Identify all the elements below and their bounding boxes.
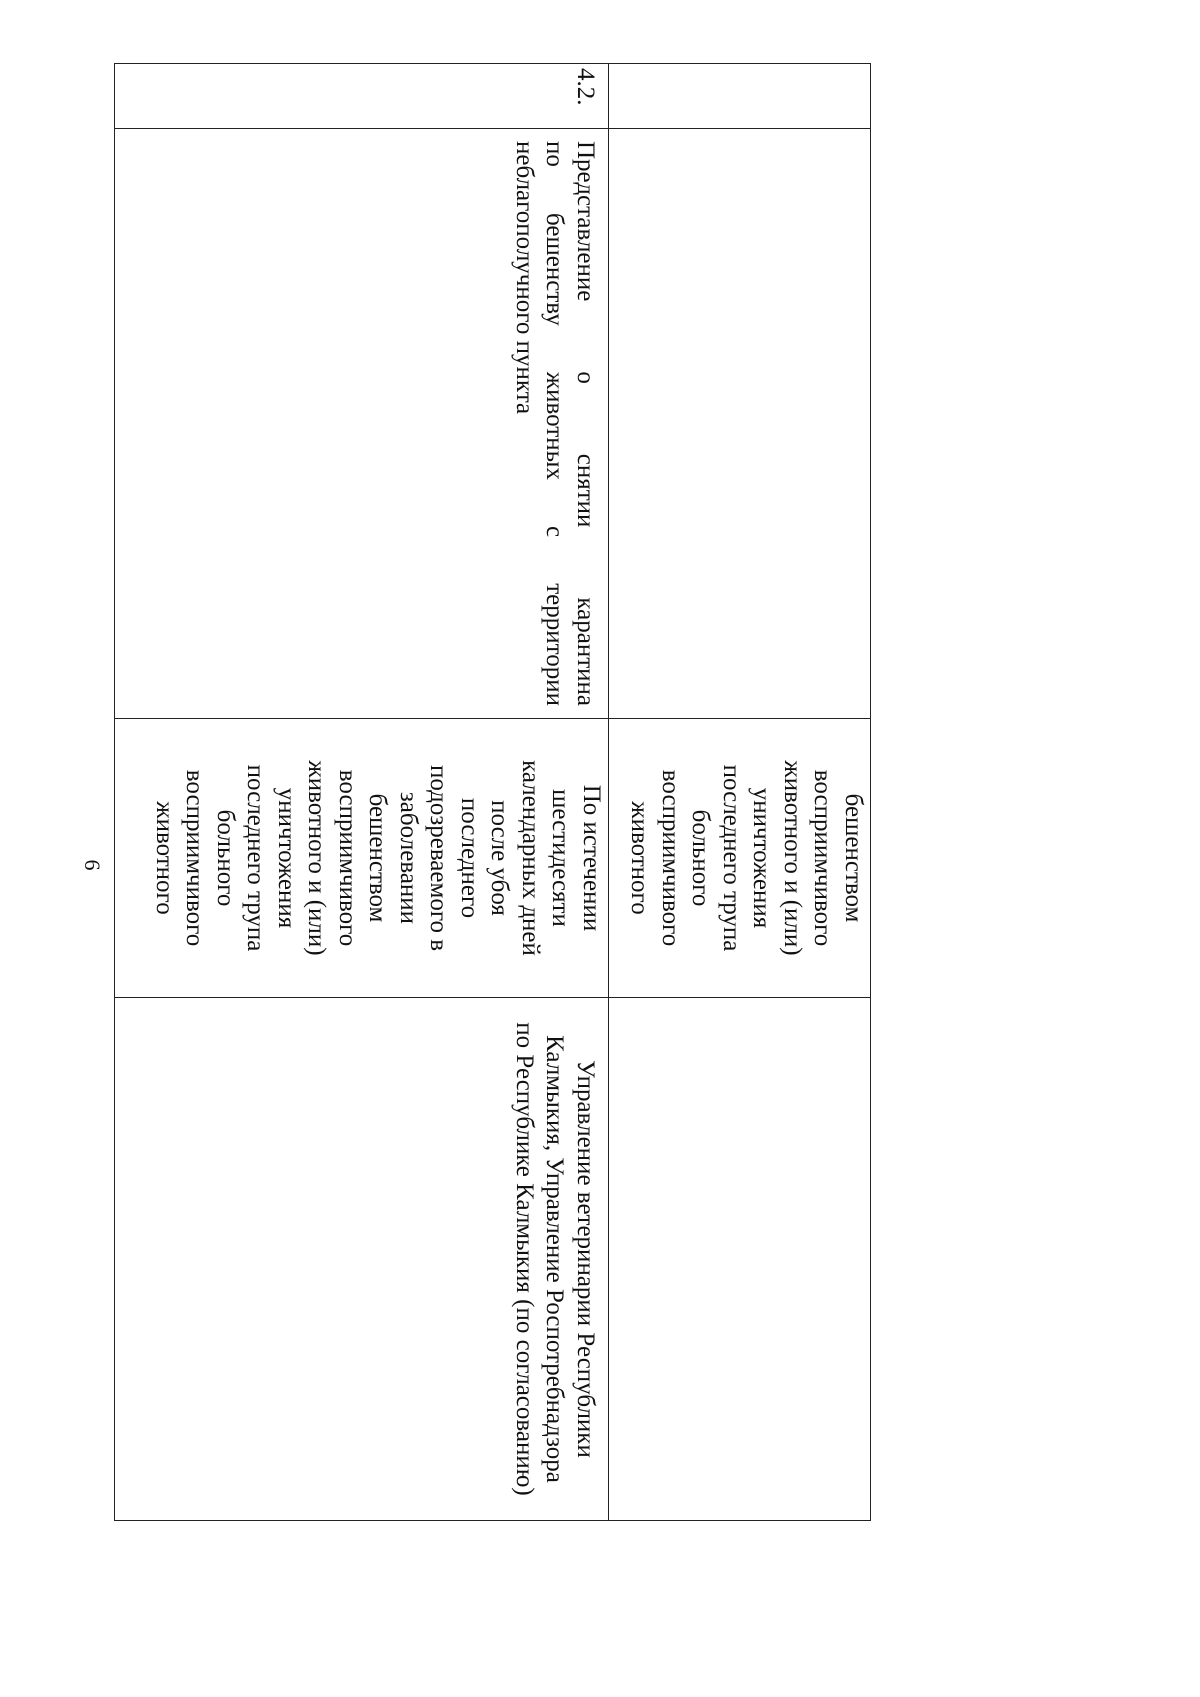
responsible-cell	[115, 998, 609, 1521]
term-line: бешенством	[840, 793, 867, 923]
term-line: последнего трупа	[718, 764, 745, 952]
term-line: после убоя	[486, 800, 514, 916]
term-line: восприимчивого	[657, 769, 684, 947]
measures-table	[114, 63, 871, 1521]
term-line: подозреваемого в	[425, 764, 453, 952]
term-line: животного	[151, 801, 178, 915]
table-container	[115, 63, 871, 1521]
term-line: По истечении	[578, 784, 605, 932]
term-line: шестидесяти	[547, 789, 575, 927]
term-line: последнего	[456, 797, 483, 919]
term-line: животного и (или)	[779, 760, 806, 956]
responsible-cell	[609, 998, 871, 1521]
term-cell	[115, 719, 609, 998]
term-line: восприимчивого	[334, 769, 361, 947]
term-line: больного	[212, 809, 239, 907]
term-line: восприимчивого	[809, 769, 837, 947]
table-row	[115, 64, 609, 1521]
page-number: 6	[80, 859, 105, 871]
term-line: животного и (или)	[303, 760, 331, 956]
term-line: последнего трупа	[242, 764, 270, 952]
action-line: Представление о снятии карантина	[572, 141, 599, 706]
term-line: больного	[687, 809, 715, 907]
responsible-line: Управление ветеринарии Республики	[572, 1060, 599, 1458]
term-line: уничтожения	[273, 787, 300, 929]
action-cell	[115, 129, 609, 719]
term-line: животного	[626, 801, 654, 915]
term-line: календарных дней	[517, 760, 544, 956]
table-row	[609, 64, 871, 1521]
term-line: заболевании	[395, 791, 422, 925]
responsible-line: по Республике Калмыкия (по согласованию)	[511, 1022, 538, 1496]
row-number-cell	[609, 64, 871, 129]
action-cell	[609, 129, 871, 719]
row-number-cell: 4.2.	[115, 64, 609, 129]
term-line: уничтожения	[748, 787, 776, 929]
term-cell	[609, 719, 871, 998]
action-line: по бешенству животных с территории	[541, 141, 569, 706]
action-line: неблагополучного пункта	[511, 141, 538, 415]
responsible-line: Калмыкия, Управление Роспотребнадзора	[541, 1035, 569, 1483]
term-line: восприимчивого	[181, 769, 209, 947]
term-line: бешенством	[364, 793, 392, 923]
